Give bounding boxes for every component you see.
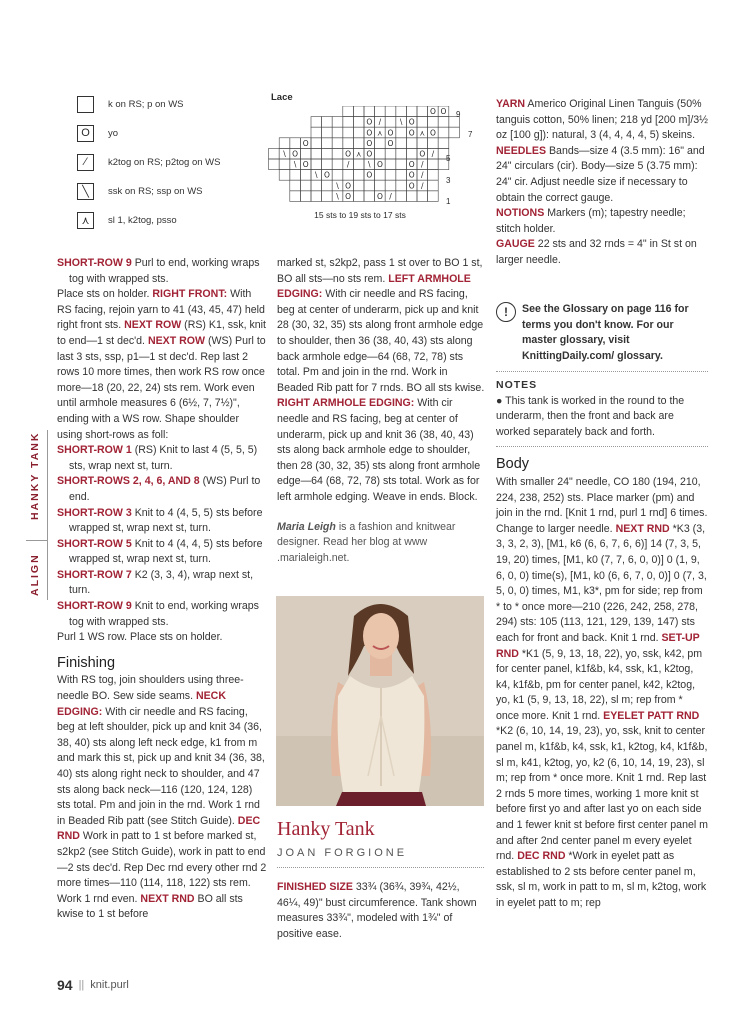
chart-cell	[396, 106, 407, 117]
chart-symbol: O	[366, 138, 373, 148]
legend-item: ⋏ sl 1, k2tog, psso	[77, 210, 177, 230]
blank-square-icon	[77, 96, 94, 113]
chart-cell	[311, 191, 322, 202]
chart-cell	[353, 138, 364, 149]
chart-cell	[353, 127, 364, 138]
chart-cell	[290, 138, 301, 149]
chart-symbol: /	[378, 117, 382, 127]
legend-item: O yo	[77, 123, 118, 143]
bullet-icon: ●	[496, 394, 506, 407]
chart-cell	[417, 106, 428, 117]
chart-cell	[385, 148, 396, 159]
chart-symbol: O	[302, 138, 309, 148]
chart-cell	[353, 106, 364, 117]
chart-symbol: \	[283, 149, 286, 159]
model-photo	[276, 596, 484, 806]
chart-cell	[279, 170, 290, 181]
yarn-over-icon: O	[77, 125, 94, 142]
chart-cell	[417, 117, 428, 128]
row-label: 7	[468, 130, 473, 139]
chart-cell	[311, 138, 322, 149]
chart-cell	[332, 117, 343, 128]
chart-cell	[290, 180, 301, 191]
chart-cell	[269, 148, 280, 159]
row-label: 1	[446, 197, 451, 206]
section-heading-finishing: Finishing	[57, 654, 116, 671]
chart-symbol: O	[408, 128, 415, 138]
chart-caption: 15 sts to 19 sts to 17 sts	[314, 210, 406, 220]
chart-cell	[428, 170, 439, 181]
chart-cell	[396, 170, 407, 181]
chart-cell	[311, 117, 322, 128]
chart-cell	[406, 106, 417, 117]
info-exclamation-icon: !	[496, 302, 516, 322]
chart-symbol: O	[408, 160, 415, 170]
chart-cell	[364, 191, 375, 202]
page-footer: 94 || knit.purl	[57, 977, 129, 993]
chart-cell	[343, 138, 354, 149]
chart-cell	[428, 117, 439, 128]
legend-item: ⁄ k2tog on RS; p2tog on WS	[77, 152, 220, 172]
chart-cell	[322, 191, 333, 202]
chart-symbol: /	[431, 149, 435, 159]
chart-symbol: O	[292, 149, 299, 159]
notes-and-body: NOTES ● This tank is worked in the round to the underarm, then the front and back are worked separately back and forth. Body With smaller 24" needle, CO 180 (194, 210, 224, 238, 252) sts. Place marker (pm) and join in the rnd. [Knit 1 rnd, purl 1 rnd] 6 times. Change to larger needle. NEXT RND *K3 (3, 3, 3, 2, 3), [M1, k6 (6, 6, 7, 6, 6)] 14 (7, 3, 5, 19, 20) times, [M1, k0 (7, 7, 6, 0, 0)] 0 (1, 9, 6, 0, 0) time(s), [M1, k0 (6, 6, 7, 0, 0)] 0 (7, 3, 5, 0, 0) times, M1, k3*, pm for side; rep from * to * once more—210 (226, 242, 258, 278, 294) sts: 105 (113, 121, 129, 139, 147) sts each for front and back. Knit 1 rnd. SET-UP RND *K1 (5, 9, 13, 18, 22), yo, ssk, k42, pm for center panel, k1f&b, k4, ssk, k1, k2tog, k4, k1f&b, pm for center panel, k42, k2tog, yo, k1 (5, 9, 13, 18, 22), sl m; rep from * once more. Knit 1 rnd. EYELET PATT RND *K2 (6, 10, 14, 19, 23), yo, ssk, knit to center panel m, k1f&b, k4, ssk, k1, k2tog, k4, k1f&b, sl m, k41, k2tog, yo, k2 (6, 10, 14, 19, 23), sl m; rep from * once more. Knit 1 rnd. Rep last 2 rnds 5 more times, working 1 more knit st before first yo and after last yo on each side and 1 fewer knit st before first center panel m and after 2nd center panel m every eyelet rnd. DEC RND *Work in eyelet patt as established to 2 sts before center panel m, ssk, sl m, work in patt to m, sl m, k2tog, work in eyelet patt to m; rep	[496, 365, 708, 912]
chart-cell	[322, 159, 333, 170]
chart-cell	[311, 148, 322, 159]
chart-symbol: O	[376, 160, 383, 170]
chart-cell	[385, 180, 396, 191]
chart-symbol: O	[345, 181, 352, 191]
chart-cell	[322, 127, 333, 138]
chart-symbol: \	[368, 160, 371, 170]
chart-symbol: \	[315, 170, 318, 180]
pattern-title: Hanky Tank	[277, 818, 375, 840]
chart-symbol: O	[366, 149, 373, 159]
chart-cell	[428, 138, 439, 149]
chart-symbol: O	[429, 128, 436, 138]
chart-symbol: /	[421, 170, 424, 180]
chart-symbol: O	[387, 128, 394, 138]
chart-cell	[396, 127, 407, 138]
chart-symbol: /	[389, 191, 392, 201]
chart-cell	[353, 159, 364, 170]
pattern-author: JOAN FORGIONE	[277, 847, 408, 859]
row-label: 5	[446, 154, 451, 163]
chart-cell	[300, 170, 311, 181]
chart-symbol: O	[376, 191, 383, 201]
chart-cell	[332, 170, 343, 181]
chart-cell	[396, 180, 407, 191]
lace-chart	[258, 106, 468, 210]
chart-cell	[406, 148, 417, 159]
chart-cell	[385, 117, 396, 128]
chart-symbol: /	[346, 160, 350, 170]
row-label: 9	[456, 110, 461, 119]
chart-symbol: \	[336, 191, 339, 201]
chart-symbol: O	[408, 181, 415, 191]
chart-cell	[332, 148, 343, 159]
chart-cell	[417, 191, 428, 202]
chart-cell	[290, 191, 301, 202]
chart-cell	[385, 170, 396, 181]
chart-symbol: O	[302, 160, 309, 170]
finished-size: FINISHED SIZE 33¾ (36¾, 39¾, 42½, 46¼, 49)" bust circumference. Tank shown measures 33¾", modeled with 1¾" of positive ease.	[277, 881, 477, 940]
chart-symbol: O	[366, 128, 373, 138]
title-rule	[277, 867, 484, 869]
chart-cell	[449, 127, 460, 138]
row-label: 3	[446, 176, 451, 185]
chart-symbol: \	[336, 181, 339, 191]
ssk-icon: ╲	[77, 183, 94, 200]
chart-symbol: O	[429, 107, 436, 117]
chart-cell	[322, 148, 333, 159]
chart-symbol: ⋏	[355, 149, 362, 159]
legend-item: ╲ ssk on RS; ssp on WS	[77, 181, 203, 201]
chart-cell	[364, 106, 375, 117]
side-tab-section: ALIGN	[29, 553, 41, 596]
chart-cell	[375, 170, 386, 181]
chart-cell	[343, 170, 354, 181]
chart-title: Lace	[271, 92, 293, 103]
chart-symbol: O	[366, 170, 373, 180]
chart-symbol: O	[419, 149, 426, 159]
chart-cell	[322, 117, 333, 128]
section-heading-body: Body	[496, 456, 530, 473]
chart-cell	[406, 191, 417, 202]
chart-symbol: O	[440, 107, 447, 117]
chart-cell	[332, 127, 343, 138]
chart-cell	[428, 159, 439, 170]
legend-item: k on RS; p on WS	[77, 94, 184, 114]
chart-cell	[279, 159, 290, 170]
chart-symbol: O	[345, 191, 352, 201]
materials: YARN Americo Original Linen Tanguis (50% tanguis cotton, 50% linen; 218 yd [200 m]/3½ oz [100 g]): natural, 3 (4, 4, 4, 4, 5) skeins. NEEDLES Bands—size 4 (3.5 mm): 16" and 24" circulars (cir). Body—size 5 (3.75 mm): 24" cir. Adjust needle size if necessary to obtain the correct gauge. NOTIONS Markers (m); tapestry needle; stitch holder. GAUGE 22 sts and 32 rnds = 4" in St st on larger needle.	[496, 98, 709, 266]
chart-cell	[396, 138, 407, 149]
chart-cell	[375, 180, 386, 191]
page-number: 94	[57, 977, 73, 993]
chart-cell	[343, 106, 354, 117]
chart-cell	[269, 159, 280, 170]
notes-heading: NOTES	[496, 379, 538, 391]
chart-symbol: \	[293, 160, 297, 170]
chart-cell	[343, 127, 354, 138]
chart-cell	[311, 180, 322, 191]
chart-cell	[438, 127, 449, 138]
k2tog-icon: ⁄	[77, 154, 94, 171]
chart-cell	[311, 127, 322, 138]
chart-cell	[417, 138, 428, 149]
chart-cell	[322, 180, 333, 191]
chart-symbol: \	[399, 117, 403, 127]
chart-symbol: /	[421, 160, 424, 170]
chart-cell	[385, 106, 396, 117]
chart-cell	[332, 159, 343, 170]
chart-cell	[353, 117, 364, 128]
chart-cell	[343, 117, 354, 128]
chart-cell	[300, 191, 311, 202]
chart-cell	[396, 159, 407, 170]
side-divider	[26, 540, 48, 541]
chart-symbol: O	[408, 170, 415, 180]
chart-cell	[375, 138, 386, 149]
glossary-callout: ! See the Glossary on page 116 for terms you don't know. For our master glossary, visit KnittingDaily.com/ glossary.	[496, 302, 708, 364]
chart-cell	[364, 180, 375, 191]
chart-cell	[428, 191, 439, 202]
side-rule	[47, 430, 48, 600]
chart-cell	[311, 159, 322, 170]
chart-cell	[396, 191, 407, 202]
chart-symbol: O	[323, 170, 330, 180]
chart-cell	[353, 170, 364, 181]
chart-cell	[396, 148, 407, 159]
chart-cell	[279, 138, 290, 149]
column-1: SHORT-ROW 9 Purl to end, working wraps tog with wrapped sts. Place sts on holder. RIGHT FRONT: With RS facing, rejoin yarn to 41 (43, 45, 47) held right front sts. NEXT ROW (RS) K1, ssk, knit to end—1 st dec'd. NEXT ROW (WS) Purl to last 3 sts, ssp, p1—1 st dec'd. Rep last 2 rows 10 more times, then work RS row once more—18 (20, 22, 24) sts rem. Work even until armhole measures 6 (6½, 7, 7½)", ending with a WS row. Shape shoulder using short-rows as foll: SHORT-ROW 1 (RS) Knit to last 4 (5, 5, 5) sts, wrap next st, turn. SHORT-ROWS 2, 4, 6, AND 8 (WS) Purl to end. SHORT-ROW 3 Knit to 4 (4, 5, 5) sts before wrapped st, wrap next st, turn. SHORT-ROW 5 Knit to 4 (4, 4, 5) sts before wrapped st, wrap next st, turn. SHORT-ROW 7 K2 (3, 3, 4), wrap next st, turn. SHORT-ROW 9 Knit to end, working wraps tog with wrapped sts. Purl 1 WS row. Place sts on holder. Finishing With RS tog, join shoulders using three-needle BO. Sew side seams. NECK EDGING: With cir needle and RS facing, beg at left shoulder, pick up and knit 34 (36, 38, 40) sts along left neck edge, k1 from m and mark this st, pick up and knit 34 (36, 38, 40) sts along right neck to shoulder, and 47 sts along back neck—116 (120, 124, 128) sts total. Pm and join in the rnd. Work 1 rnd in Beaded Rib patt (see Stitch Guide). DEC RND Work in patt to 1 st before marked st, s2kp2 (see Stitch Guide), work in patt to end—2 sts dec'd. Rep Dec rnd every other rnd 2 more times—110 (114, 118, 122) sts rem. Work 1 rnd even. NEXT RND BO all sts kwise to 1 st before	[57, 257, 267, 921]
chart-symbol: ⋏	[419, 128, 426, 138]
chart-cell	[438, 117, 449, 128]
chart-symbol: ⋏	[377, 128, 383, 138]
chart-cell	[428, 180, 439, 191]
magazine-name: knit.purl	[90, 979, 129, 991]
chart-symbol: O	[408, 117, 415, 127]
chart-cell	[290, 170, 301, 181]
chart-symbol: /	[421, 181, 424, 191]
chart-cell	[353, 180, 364, 191]
side-tab-category: HANKY TANK	[29, 431, 41, 520]
chart-cell	[385, 159, 396, 170]
chart-cell	[375, 106, 386, 117]
chart-cell	[438, 138, 449, 149]
chart-symbol: O	[345, 149, 352, 159]
chart-cell	[406, 138, 417, 149]
chart-symbol: O	[366, 117, 373, 127]
chart-cell	[332, 138, 343, 149]
chart-cell	[300, 180, 311, 191]
sk2p-icon: ⋏	[77, 212, 94, 229]
chart-cell	[322, 138, 333, 149]
chart-cell	[300, 148, 311, 159]
chart-symbol: O	[387, 138, 394, 148]
chart-cell	[375, 148, 386, 159]
column-2: marked st, s2kp2, pass 1 st over to BO 1 st, BO all sts—no sts rem. LEFT ARMHOLE EDGING: With cir needle and RS facing, beg at center of underarm, pick up and knit 28 (30, 32, 35) sts along front armhole edge to shoulder, then 36 (38, 40, 43) sts along back armhole edge—64 (68, 72, 78) sts total. Pm and join in the rnd. Work in Beaded Rib patt for 7 rnds. BO all sts kwise. RIGHT ARMHOLE EDGING: With cir needle and RS facing, beg at center of underarm, pick up and knit 36 (38, 40, 43) sts along back armhole edge to shoulder, then 28 (30, 32, 35) sts along front armhole edge—64 (68, 72, 78) sts total. Work as for left armhole edging. Weave in ends. Block. Maria Leigh is a fashion and knitwear designer. Read her blog at www .marialeigh.net.	[277, 257, 485, 564]
chart-cell	[353, 191, 364, 202]
